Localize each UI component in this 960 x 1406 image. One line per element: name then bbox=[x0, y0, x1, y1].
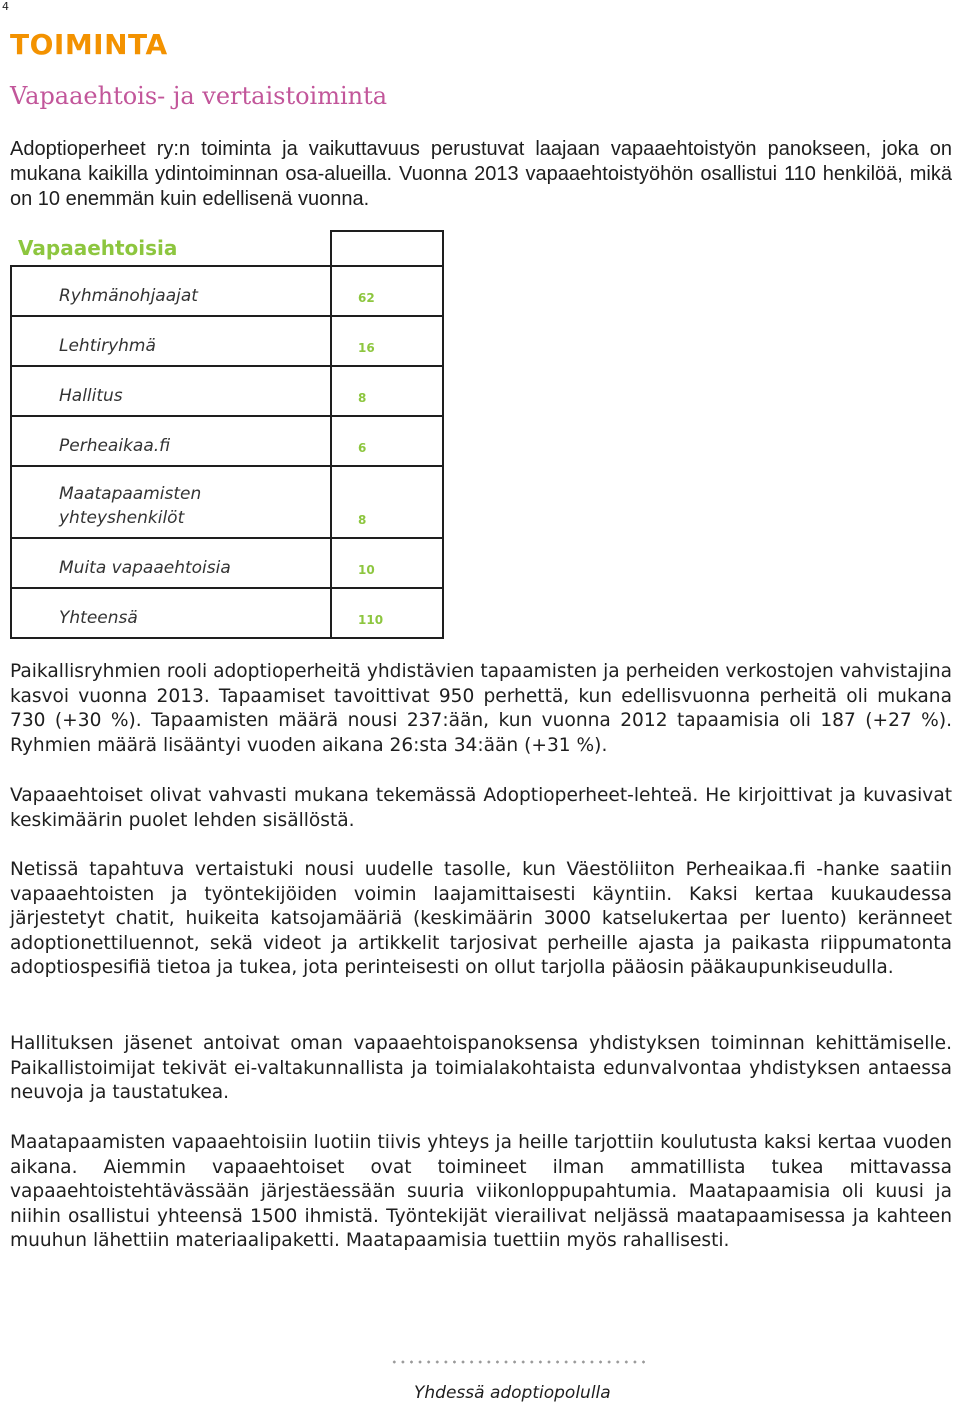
page-number: 4 bbox=[2, 0, 9, 13]
table-row-total bbox=[11, 588, 443, 638]
row-label: Maatapaamisten yhteyshenkilöt bbox=[11, 466, 331, 538]
row-value: 8 bbox=[331, 366, 443, 416]
volunteer-table bbox=[10, 230, 444, 639]
footer-tagline: Yhdessä adoptiopolulla bbox=[414, 1383, 611, 1403]
section-title: TOIMINTA bbox=[10, 28, 168, 61]
row-value: 10 bbox=[331, 538, 443, 588]
body-paragraph: Hallituksen jäsenet antoivat oman vapaaehtoispanoksensa yhdistyksen toiminnan kehittämiselle. Paikallistoimijat tekivät ei-valtakunnallista ja toimialakohtaista edunvalvontaa yhdistyksen antaessa neuvoja ja taustatukea. bbox=[10, 1033, 952, 1104]
row-label: Lehtiryhmä bbox=[11, 316, 331, 366]
table-row bbox=[11, 466, 443, 538]
table-row bbox=[11, 316, 443, 366]
table-header-value-cell bbox=[331, 231, 443, 266]
row-value: 6 bbox=[331, 416, 443, 466]
table-row bbox=[11, 538, 443, 588]
body-paragraph: Netissä tapahtuva vertaistuki nousi uudelle tasolle, kun Väestöliiton Perheaikaa.fi -hanke saatiin vapaaehtoisten ja työntekijöiden voimin laajamittaisesti käyntiin. Kaksi kertaa kuukaudessa järjestetyt chatit, huikeita katsojamääriä (keskimäärin 3000 katselukertaa per luento) keränneet adoptionettiluennot, sekä videot ja artikkelit tarjosivat perheille ajasta ja paikasta riippumatonta adoptiospesifiä tietoa ja tukea, jota perinteisesti on ollut tarjolla pääosin pääkaupunkiseudulla. bbox=[10, 859, 952, 979]
footer-dotted-divider bbox=[390, 1360, 650, 1364]
row-label: Muita vapaaehtoisia bbox=[11, 538, 331, 588]
section-subtitle: Vapaaehtois- ja vertaistoiminta bbox=[10, 82, 388, 110]
row-value: 8 bbox=[331, 466, 443, 538]
row-value: 62 bbox=[331, 266, 443, 316]
table-row bbox=[11, 416, 443, 466]
table-row bbox=[11, 366, 443, 416]
row-value: 110 bbox=[331, 588, 443, 638]
body-paragraph: Vapaaehtoiset olivat vahvasti mukana tekemässä Adoptioperheet-lehteä. He kirjoittivat ja kuvasivat keskimäärin puolet lehden sisällöstä. bbox=[10, 785, 952, 831]
row-value: 16 bbox=[331, 316, 443, 366]
row-label: Perheaikaa.fi bbox=[11, 416, 331, 466]
table-header-label-cell bbox=[11, 231, 331, 266]
row-label: Hallitus bbox=[11, 366, 331, 416]
table-row bbox=[11, 266, 443, 316]
body-paragraph: Paikallisryhmien rooli adoptioperheitä yhdistävien tapaamisten ja perheiden verkostojen vahvistajina kasvoi vuonna 2013. Tapaamiset tavoittivat 950 perhettä, kun edellisvuonna perheitä oli mukana 730 (+30 %). Tapaamisten määrä nousi 237:ään, kun vuonna 2012 tapaamisia oli 187 (+27 %). Ryhmien määrä lisääntyi vuoden aikana 26:sta 34:ään (+31 %). bbox=[10, 661, 952, 756]
body-paragraph: Maatapaamisten vapaaehtoisiin luotiin tiivis yhteys ja heille tarjottiin koulutusta kaksi kertaa vuoden aikana. Aiemmin vapaaehtoiset ovat toimineet ilman ammatillista tukea mittavassa vapaaehtoistehtävässään järjestäessään suuria viikonloppupahtumia. Maatapaamisia oli kuusi ja niihin osallistui yhteensä 1500 ihmistä. Työntekijät vierailivat neljässä maatapaamisessa ja kahteen muuhun lähettiin materiaalipaketti. Maatapaamisia tuettiin myös rahallisesti. bbox=[10, 1132, 952, 1252]
row-label: Yhteensä bbox=[11, 588, 331, 638]
row-label: Ryhmänohjaajat bbox=[11, 266, 331, 316]
intro-paragraph: Adoptioperheet ry:n toiminta ja vaikuttavuus perustuvat laajaan vapaaehtoistyön panokseen, joka on mukana kaikilla ydintoiminnan osa-alueilla. Vuonna 2013 vapaaehtoistyöhön osallistui 110 henkilöä, mikä on 10 enemmän kuin edellisenä vuonna. bbox=[10, 138, 952, 210]
volunteer-table-title: Vapaaehtoisia bbox=[18, 236, 178, 260]
